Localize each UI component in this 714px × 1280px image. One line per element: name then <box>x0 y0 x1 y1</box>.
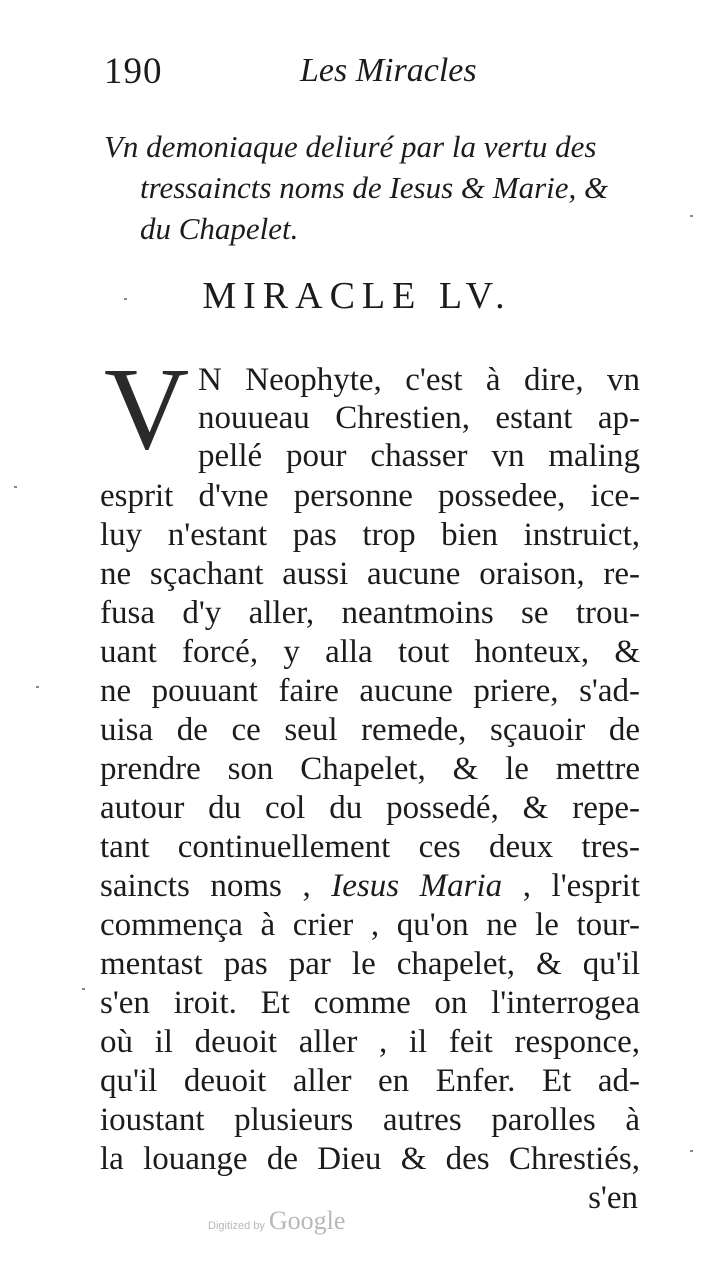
scan-speck <box>36 686 39 688</box>
watermark-prefix: Digitized by <box>208 1220 265 1232</box>
scan-speck <box>690 1150 693 1152</box>
summary-line: tressaincts noms de Iesus & Marie, & <box>140 170 609 205</box>
running-title: Les Miracles <box>300 52 477 89</box>
text-line: tant continuellement ces deux tres- <box>100 829 640 865</box>
scan-speck <box>82 988 85 990</box>
text-line: esprit d'vne personne possedee, ice- <box>100 478 640 514</box>
chapter-heading: MIRACLE LV. <box>202 275 512 317</box>
text-line: commença à crier , qu'on ne le tour- <box>100 907 640 943</box>
text-line: pellé pour chasser vn maling <box>198 438 640 474</box>
drop-cap: V <box>104 343 190 474</box>
text-line: N Neophyte, c'est à dire, vn <box>198 362 640 398</box>
text-line: ne pouuant faire aucune priere, s'ad- <box>100 673 640 709</box>
page-number: 190 <box>104 51 163 92</box>
text-line: uisa de ce seul remede, sçauoir de <box>100 712 640 748</box>
summary-line: du Chapelet. <box>140 211 299 246</box>
text-line: nouueau Chrestien, estant ap- <box>198 400 640 436</box>
text-line: fusa d'y aller, neantmoins se trou- <box>100 595 640 631</box>
text-line: luy n'estant pas trop bien instruict, <box>100 517 640 553</box>
catchword: s'en <box>588 1180 638 1216</box>
text-line: mentast pas par le chapelet, & qu'il <box>100 946 640 982</box>
scan-speck <box>14 486 17 488</box>
text-line <box>100 867 640 905</box>
italic-names: Iesus Maria <box>331 868 503 904</box>
google-logo: Google <box>268 1206 346 1235</box>
digitized-watermark <box>208 1206 345 1236</box>
text-segment: saincts noms , <box>100 868 332 904</box>
text-segment: , l'esprit <box>502 868 640 904</box>
text-line: ioustant plusieurs autres parolles à <box>100 1102 640 1138</box>
text-line: la louange de Dieu & des Chrestiés, <box>100 1141 640 1177</box>
scan-speck <box>690 215 693 217</box>
text-line: où il deuoit aller , il feit responce, <box>100 1024 640 1060</box>
text-line: autour du col du possedé, & repe- <box>100 790 640 826</box>
text-line: qu'il deuoit aller en Enfer. Et ad- <box>100 1063 640 1099</box>
text-line: ne sçachant aussi aucune oraison, re- <box>100 556 640 592</box>
text-line: prendre son Chapelet, & le mettre <box>100 751 640 787</box>
summary-line: Vn demoniaque deliuré par la vertu des <box>104 129 597 164</box>
text-line: uant forcé, y alla tout honteux, & <box>100 634 640 670</box>
text-line: s'en iroit. Et comme on l'interrogea <box>100 985 640 1021</box>
scan-speck <box>124 298 127 300</box>
